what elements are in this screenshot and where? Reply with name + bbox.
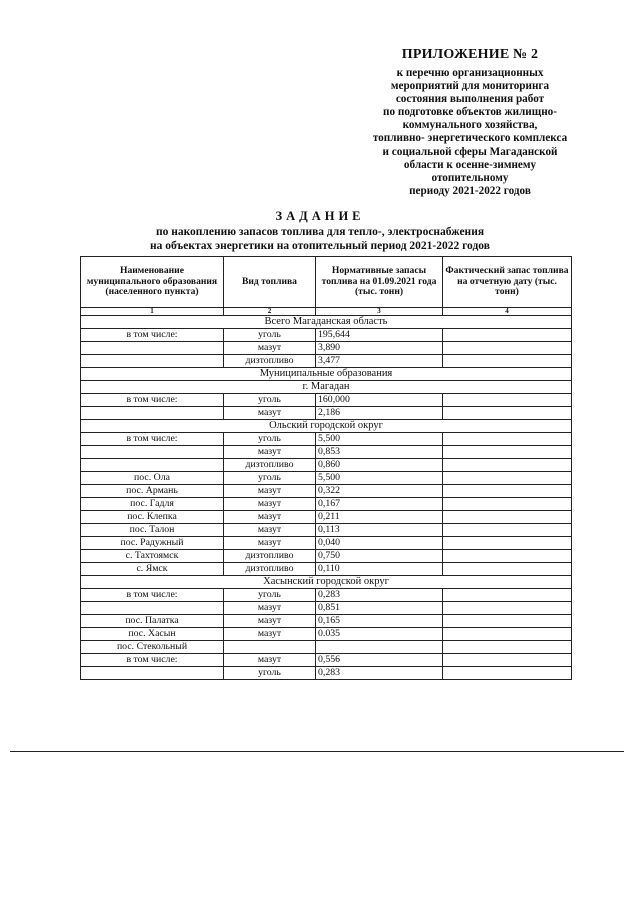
fuel-type-cell: уголь	[224, 394, 316, 407]
municipality-cell: пос. Ола	[81, 472, 224, 485]
column-number: 3	[316, 308, 443, 316]
appendix-subtitle-line: по подготовке объектов жилищно-	[383, 106, 557, 119]
fuel-type-cell: мазут	[224, 602, 316, 615]
page-bottom-rule	[10, 751, 624, 752]
normative-reserve-cell: 160,000	[316, 394, 443, 407]
table-row	[81, 485, 572, 498]
municipality-cell: пос. Армань	[81, 485, 224, 498]
normative-reserve-cell: 3,890	[316, 342, 443, 355]
table-row	[81, 537, 572, 550]
fuel-type-cell: мазут	[224, 511, 316, 524]
appendix-subtitle-line: мероприятий для мониторинга	[390, 80, 550, 93]
actual-reserve-cell	[443, 550, 572, 563]
fuel-type-cell: мазут	[224, 654, 316, 667]
municipality-cell: в том числе:	[81, 329, 224, 342]
normative-reserve-cell: 0,853	[316, 446, 443, 459]
header-municipality: Наименование муниципального образования (населенного пункта)	[81, 257, 224, 308]
normative-reserve-cell: 0.035	[316, 628, 443, 641]
normative-reserve-cell: 3,477	[316, 355, 443, 368]
table-row	[81, 667, 572, 680]
table-row	[81, 550, 572, 563]
fuel-type-cell: мазут	[224, 524, 316, 537]
appendix-subtitle-line: и социальной сферы Магаданской	[382, 145, 558, 158]
table-row	[81, 589, 572, 602]
fuel-type-cell: мазут	[224, 615, 316, 628]
appendix-subtitle	[330, 67, 610, 198]
fuel-type-cell: уголь	[224, 329, 316, 342]
table-row	[81, 394, 572, 407]
table-row	[81, 602, 572, 615]
fuel-type-cell: уголь	[224, 433, 316, 446]
fuel-type-cell: дизтопливо	[224, 550, 316, 563]
normative-reserve-cell: 0,322	[316, 485, 443, 498]
fuel-type-cell: мазут	[224, 485, 316, 498]
actual-reserve-cell	[443, 394, 572, 407]
normative-reserve-cell: 0,165	[316, 615, 443, 628]
municipality-cell	[81, 355, 224, 368]
normative-reserve-cell: 5,500	[316, 433, 443, 446]
normative-reserve-cell: 0,167	[316, 498, 443, 511]
section-title: Муниципальные образования	[81, 368, 572, 381]
appendix-subtitle-line: к перечню организационных	[396, 67, 544, 79]
table-row	[81, 472, 572, 485]
appendix-subtitle-line: топливно- энергетического комплекса	[372, 132, 568, 145]
table-row	[81, 407, 572, 420]
fuel-type-cell: дизтопливо	[224, 563, 316, 576]
actual-reserve-cell	[443, 355, 572, 368]
table-row	[81, 641, 572, 654]
normative-reserve-cell: 0,283	[316, 589, 443, 602]
municipality-cell: пос. Радужный	[81, 537, 224, 550]
normative-reserve-cell: 0,211	[316, 511, 443, 524]
column-number: 2	[224, 308, 316, 316]
column-number-row	[81, 308, 572, 316]
actual-reserve-cell	[443, 654, 572, 667]
header-fuel-type: Вид топлива	[224, 257, 316, 308]
table-row	[81, 615, 572, 628]
task-heading: ЗАДАНИЕ	[275, 209, 365, 223]
normative-reserve-cell: 5,500	[316, 472, 443, 485]
fuel-type-cell: уголь	[224, 472, 316, 485]
header-normative-reserve: Нормативные запасы топлива на 01.09.2021 года (тыс. тонн)	[316, 257, 443, 308]
normative-reserve-cell: 0,040	[316, 537, 443, 550]
section-title: Ольский городской округ	[81, 420, 572, 433]
actual-reserve-cell	[443, 342, 572, 355]
actual-reserve-cell	[443, 524, 572, 537]
fuel-type-cell: уголь	[224, 667, 316, 680]
table-row	[81, 524, 572, 537]
actual-reserve-cell	[443, 628, 572, 641]
municipality-cell: в том числе:	[81, 394, 224, 407]
section-row	[81, 368, 572, 381]
actual-reserve-cell	[443, 485, 572, 498]
table-row	[81, 329, 572, 342]
municipality-cell: с. Ямск	[81, 563, 224, 576]
table-header-row	[81, 257, 572, 308]
table-row	[81, 498, 572, 511]
fuel-type-cell: мазут	[224, 537, 316, 550]
normative-reserve-cell: 0,860	[316, 459, 443, 472]
table-row	[81, 511, 572, 524]
actual-reserve-cell	[443, 407, 572, 420]
actual-reserve-cell	[443, 329, 572, 342]
municipality-cell	[81, 446, 224, 459]
normative-reserve-cell: 0,113	[316, 524, 443, 537]
municipality-cell: пос. Палатка	[81, 615, 224, 628]
task-description	[0, 226, 640, 253]
actual-reserve-cell	[443, 446, 572, 459]
municipality-cell	[81, 667, 224, 680]
fuel-type-cell: мазут	[224, 342, 316, 355]
actual-reserve-cell	[443, 602, 572, 615]
section-title: г. Магадан	[81, 381, 572, 394]
normative-reserve-cell	[316, 641, 443, 654]
normative-reserve-cell: 0,556	[316, 654, 443, 667]
appendix-subtitle-line: коммунального хозяйства,	[402, 119, 538, 132]
actual-reserve-cell	[443, 472, 572, 485]
table-row	[81, 446, 572, 459]
fuel-reserves-table	[80, 256, 572, 680]
appendix-subtitle-line: отопительному	[431, 171, 509, 184]
normative-reserve-cell: 0,283	[316, 667, 443, 680]
actual-reserve-cell	[443, 563, 572, 576]
table-row	[81, 459, 572, 472]
actual-reserve-cell	[443, 511, 572, 524]
municipality-cell	[81, 459, 224, 472]
table-row	[81, 342, 572, 355]
municipality-cell: пос. Хасын	[81, 628, 224, 641]
normative-reserve-cell: 2,186	[316, 407, 443, 420]
normative-reserve-cell: 0,851	[316, 602, 443, 615]
section-title: Хасынский городской округ	[81, 576, 572, 589]
municipality-cell: пос. Клепка	[81, 511, 224, 524]
municipality-cell: пос. Стекольный	[81, 641, 224, 654]
actual-reserve-cell	[443, 589, 572, 602]
fuel-type-cell	[224, 641, 316, 654]
table-row	[81, 355, 572, 368]
fuel-type-cell: дизтопливо	[224, 355, 316, 368]
task-description-line: на объектах энергетики на отопительный период 2021-2022 годов	[150, 239, 490, 252]
municipality-cell: с. Тахтоямск	[81, 550, 224, 563]
fuel-type-cell: мазут	[224, 628, 316, 641]
municipality-cell: в том числе:	[81, 654, 224, 667]
actual-reserve-cell	[443, 615, 572, 628]
actual-reserve-cell	[443, 459, 572, 472]
table-row	[81, 654, 572, 667]
section-title: Всего Магаданская область	[81, 316, 572, 329]
column-number: 4	[443, 308, 572, 316]
municipality-cell: пос. Талон	[81, 524, 224, 537]
fuel-type-cell: мазут	[224, 446, 316, 459]
municipality-cell	[81, 602, 224, 615]
normative-reserve-cell: 0,750	[316, 550, 443, 563]
appendix-title: ПРИЛОЖЕНИЕ № 2	[401, 47, 539, 62]
table-row	[81, 433, 572, 446]
column-number: 1	[81, 308, 224, 316]
section-row	[81, 576, 572, 589]
fuel-type-cell: уголь	[224, 589, 316, 602]
municipality-cell: пос. Гадля	[81, 498, 224, 511]
municipality-cell: в том числе:	[81, 589, 224, 602]
actual-reserve-cell	[443, 433, 572, 446]
actual-reserve-cell	[443, 641, 572, 654]
section-row	[81, 420, 572, 433]
appendix-subtitle-line: области к осенне-зимнему	[403, 158, 537, 171]
normative-reserve-cell: 0,110	[316, 563, 443, 576]
actual-reserve-cell	[443, 667, 572, 680]
normative-reserve-cell: 195,644	[316, 329, 443, 342]
section-row	[81, 316, 572, 329]
section-row	[81, 381, 572, 394]
municipality-cell: в том числе:	[81, 433, 224, 446]
task-description-line: по накоплению запасов топлива для тепло-, электроснабжения	[155, 226, 485, 238]
actual-reserve-cell	[443, 537, 572, 550]
header-actual-reserve: Фактический запас топлива на отчетную дату (тыс. тонн)	[443, 257, 572, 308]
table-row	[81, 628, 572, 641]
municipality-cell	[81, 407, 224, 420]
appendix-subtitle-line: периоду 2021-2022 годов	[409, 184, 531, 197]
table-row	[81, 563, 572, 576]
appendix-subtitle-line: состояния выполнения работ	[395, 93, 545, 106]
fuel-type-cell: дизтопливо	[224, 459, 316, 472]
fuel-type-cell: мазут	[224, 407, 316, 420]
fuel-type-cell: мазут	[224, 498, 316, 511]
actual-reserve-cell	[443, 498, 572, 511]
municipality-cell	[81, 342, 224, 355]
